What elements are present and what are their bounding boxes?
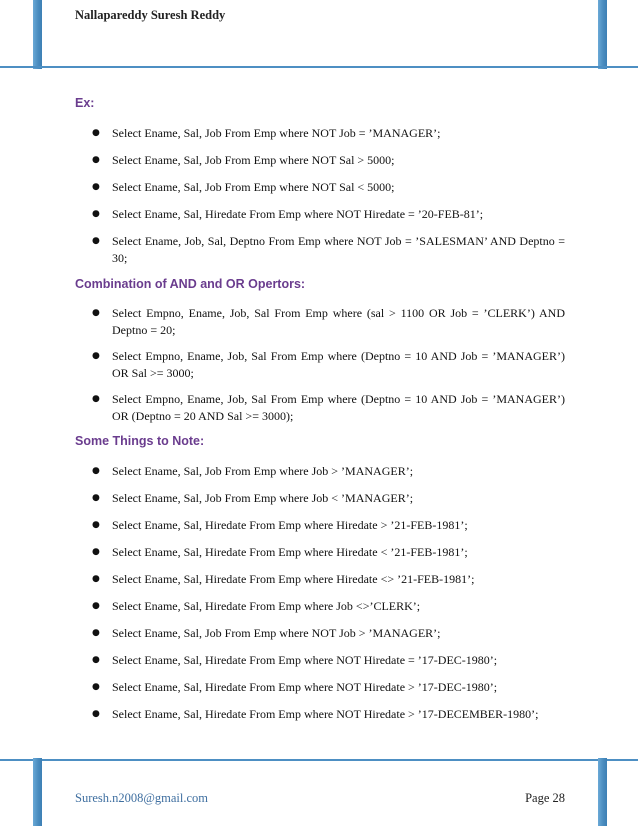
header-left-bar [33, 0, 42, 69]
section-heading-notes: Some Things to Note: [75, 434, 205, 448]
list-item-text: Select Ename, Sal, Hiredate From Emp where Job <>’CLERK’; [112, 599, 421, 613]
bullet-icon: ● [92, 547, 100, 557]
list-item-text: Select Ename, Sal, Job From Emp where NOT Job = ’MANAGER’; [112, 126, 441, 140]
bullet-icon: ● [92, 209, 100, 219]
list-item [75, 179, 565, 196]
bullet-icon: ● [92, 308, 100, 318]
bullet-icon: ● [92, 155, 100, 165]
list-item [75, 125, 565, 142]
list-item-text: Select Ename, Sal, Job From Emp where NOT Job > ’MANAGER’; [112, 626, 441, 640]
list-item-text: Select Ename, Sal, Job From Emp where NOT Sal < 5000; [112, 180, 395, 194]
list-item [75, 679, 565, 696]
bullet-icon: ● [92, 520, 100, 530]
header-right-bar [598, 0, 607, 69]
list-item-text: Select Ename, Sal, Hiredate From Emp where NOT Hiredate = ’17-DEC-1980’; [112, 653, 498, 667]
bullet-icon: ● [92, 493, 100, 503]
header-author: Nallapareddy Suresh Reddy [75, 8, 226, 22]
list-item [75, 598, 565, 615]
bullet-icon: ● [92, 682, 100, 692]
list-item [75, 517, 565, 534]
list-item-text: Select Ename, Sal, Job From Emp where Job < ’MANAGER’; [112, 491, 414, 505]
list-item-text: Select Empno, Ename, Job, Sal From Emp where (Deptno = 10 AND Job = ’MANAGER’) OR (Deptno = 20 AND Sal >= 3000); [112, 392, 565, 423]
list-item [75, 348, 565, 382]
list-item-text: Select Ename, Sal, Job From Emp where NOT Sal > 5000; [112, 153, 395, 167]
section-heading-examples: Ex: [75, 96, 95, 110]
list-item-text: Select Ename, Job, Sal, Deptno From Emp where NOT Job = ’SALESMAN’ AND Deptno = 30; [112, 234, 565, 265]
list-item [75, 706, 565, 723]
bullet-icon: ● [92, 351, 100, 361]
list-item-text: Select Ename, Sal, Hiredate From Emp where NOT Hiredate > ’17-DEC-1980’; [112, 680, 498, 694]
bullet-icon: ● [92, 466, 100, 476]
footer-email: Suresh.n2008@gmail.com [75, 791, 209, 805]
list-item-text: Select Ename, Sal, Hiredate From Emp where Hiredate < ’21-FEB-1981’; [112, 545, 468, 559]
page-content [75, 96, 565, 733]
list-item [75, 625, 565, 642]
examples-list [75, 125, 565, 267]
list-item-text: Select Ename, Sal, Hiredate From Emp where Hiredate > ’21-FEB-1981’; [112, 518, 468, 532]
list-item-text: Select Ename, Sal, Hiredate From Emp where NOT Hiredate = ’20-FEB-81’; [112, 207, 484, 221]
bullet-icon: ● [92, 394, 100, 404]
list-item [75, 206, 565, 223]
footer-right-bar [598, 758, 607, 826]
list-item [75, 571, 565, 588]
footer-rule [0, 759, 638, 761]
list-item [75, 305, 565, 339]
bullet-icon: ● [92, 128, 100, 138]
list-item [75, 544, 565, 561]
list-item-text: Select Ename, Sal, Hiredate From Emp where Hiredate <> ’21-FEB-1981’; [112, 572, 475, 586]
list-item-text: Select Ename, Sal, Hiredate From Emp where NOT Hiredate > ’17-DECEMBER-1980’; [112, 707, 539, 721]
list-item-text: Select Empno, Ename, Job, Sal From Emp where (sal > 1100 OR Job = ’CLERK’) AND Deptno = 20; [112, 306, 565, 337]
list-item [75, 152, 565, 169]
list-item [75, 463, 565, 480]
list-item-text: Select Empno, Ename, Job, Sal From Emp where (Deptno = 10 AND Job = ’MANAGER’) OR Sal >= 3000; [112, 349, 565, 380]
bullet-icon: ● [92, 601, 100, 611]
list-item [75, 652, 565, 669]
bullet-icon: ● [92, 655, 100, 665]
header-rule [0, 66, 638, 68]
bullet-icon: ● [92, 574, 100, 584]
notes-list [75, 463, 565, 723]
and-or-list [75, 305, 565, 425]
list-item [75, 233, 565, 267]
footer-left-bar [33, 758, 42, 826]
bullet-icon: ● [92, 182, 100, 192]
list-item [75, 490, 565, 507]
bullet-icon: ● [92, 709, 100, 719]
bullet-icon: ● [92, 628, 100, 638]
list-item [75, 391, 565, 425]
bullet-icon: ● [92, 236, 100, 246]
list-item-text: Select Ename, Sal, Job From Emp where Job > ’MANAGER’; [112, 464, 414, 478]
section-heading-and-or: Combination of AND and OR Opertors: [75, 277, 306, 291]
page-number: Page 28 [525, 791, 565, 805]
